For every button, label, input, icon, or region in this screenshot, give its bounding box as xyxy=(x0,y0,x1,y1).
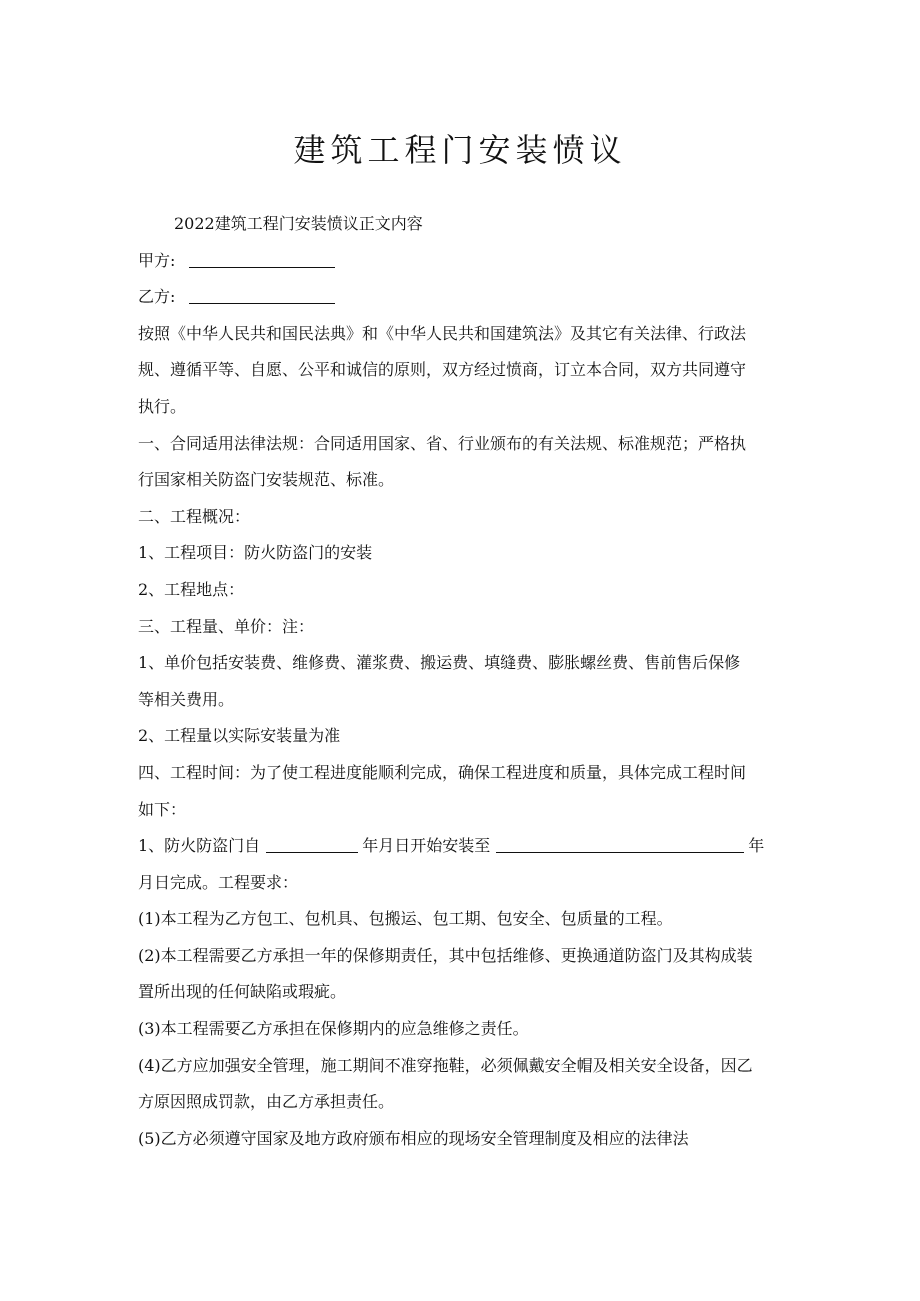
requirement-line: (2)本工程需要乙方承担一年的保修期责任，其中包括维修、更换通道防盗门及其构成装 xyxy=(138,945,753,965)
paragraph-line: 1、单价包括安装费、维修费、灌浆费、搬运费、填缝费、膨胀螺丝费、售前售后保修 xyxy=(138,653,741,673)
section-heading: 三、工程量、单价：注： xyxy=(138,616,315,636)
party-a-line xyxy=(138,243,786,280)
requirement-line: (1)本工程为乙方包工、包机具、包搬运、包工期、包安全、包质量的工程。 xyxy=(138,909,673,929)
paragraph-line: 2、工程地点： xyxy=(138,579,245,599)
start-date-blank xyxy=(266,836,358,853)
install-date-middle: 年月日开始安装至 xyxy=(362,836,491,856)
paragraph-line: 规、遵循平等、自愿、公平和诚信的原则，双方经过愤商，订立本合同，双方共同遵守 xyxy=(138,360,747,380)
paragraph-line: 行国家相关防盗门安装规范、标准。 xyxy=(138,470,395,490)
party-a-label: 甲方: xyxy=(138,250,176,270)
paragraph-line: 等相关费用。 xyxy=(138,689,235,709)
requirement-line: (5)乙方必须遵守国家及地方政府颁布相应的现场安全管理制度及相应的法律法 xyxy=(138,1128,689,1148)
requirement-line: 置所出现的任何缺陷或瑕疵。 xyxy=(138,982,347,1002)
document-title: 建筑工程门安装愤议 xyxy=(293,131,627,169)
party-b-label: 乙方: xyxy=(138,287,176,307)
paragraph-line: 按照《中华人民共和国民法典》和《中华人民共和国建筑法》及其它有关法律、行政法 xyxy=(138,323,747,343)
paragraph-line: 月日完成。工程要求： xyxy=(138,872,299,892)
section-heading: 二、工程概况： xyxy=(138,506,251,526)
requirement-line: (4)乙方应加强安全管理，施工期间不准穿拖鞋，必须佩戴安全帽及相关安全设备，因乙 xyxy=(138,1055,753,1075)
document-body xyxy=(138,206,786,1157)
requirement-line: 方原因照成罚款，由乙方承担责任。 xyxy=(138,1092,395,1112)
requirement-line: (3)本工程需要乙方承担在保修期内的应急维修之责任。 xyxy=(138,1019,529,1039)
install-date-line xyxy=(138,828,786,865)
paragraph-line: 1、工程项目：防火防盗门的安装 xyxy=(138,543,373,563)
paragraph-line: 如下： xyxy=(138,799,187,819)
paragraph-line: 执行。 xyxy=(138,396,187,416)
install-date-prefix: 1、防火防盗门自 xyxy=(138,836,261,856)
paragraph-line: 2、工程量以实际安装量为准 xyxy=(138,726,341,746)
paragraph-line: 一、合同适用法律法规：合同适用国家、省、行业颁布的有关法规、标准规范；严格执 xyxy=(138,433,747,453)
party-b-line xyxy=(138,279,786,316)
install-date-suffix: 年 xyxy=(748,836,765,856)
party-b-blank xyxy=(189,287,335,304)
party-a-blank xyxy=(189,251,335,268)
section-heading: 四、工程时间：为了使工程进度能顺利完成，确保工程进度和质量，具体完成工程时间 xyxy=(138,762,747,782)
end-date-blank xyxy=(496,836,744,853)
subtitle-line: 2022建筑工程门安装愤议正文内容 xyxy=(174,214,423,233)
